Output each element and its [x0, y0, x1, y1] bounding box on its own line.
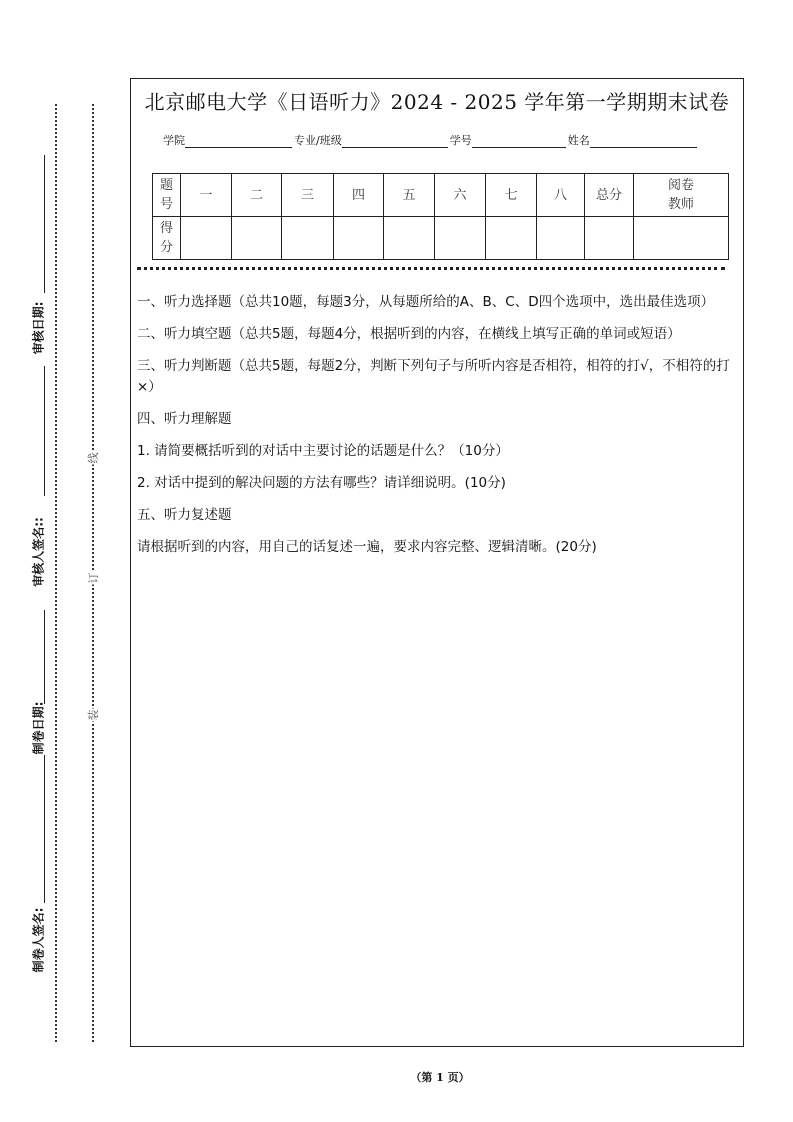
header-label-cell: 题 号 [153, 174, 181, 217]
exam-title: 北京邮电大学《日语听力》2024 - 2025 学年第一学期期末试卷 [144, 90, 730, 114]
major-class-field[interactable] [342, 134, 448, 148]
grader-header: 阅卷 教师 [634, 174, 729, 217]
score-cell[interactable] [384, 217, 435, 260]
section-2: 二、听力填空题（总共5题，每题4分，根据听到的内容，在横线上填写正确的单词或短语） [137, 326, 681, 342]
question-4-2: 2. 对话中提到的解决问题的方法有哪些？请详细说明。(10分) [137, 475, 506, 491]
review-date-label: 审核日期: [31, 301, 46, 355]
question-4-1: 1. 请简要概括听到的对话中主要讨论的话题是什么？（10分） [137, 443, 509, 459]
column-header: 二 [232, 174, 282, 217]
column-header: 五 [384, 174, 435, 217]
maker-date-line [44, 610, 45, 704]
question-5: 请根据听到的内容，用自己的话复述一遍，要求内容完整、逻辑清晰。(20分) [137, 539, 597, 555]
score-cell[interactable] [585, 217, 634, 260]
column-header: 七 [486, 174, 537, 217]
table-row-header [153, 174, 729, 217]
score-cell[interactable] [282, 217, 334, 260]
college-label: 学院 [163, 134, 185, 147]
student-id-label: 学号 [449, 134, 472, 147]
student-info-row [163, 132, 699, 148]
column-header: 三 [282, 174, 334, 217]
page-number: （第 1 页） [410, 1071, 470, 1084]
name-field[interactable] [590, 134, 697, 148]
name-label: 姓名 [567, 134, 590, 147]
score-cell[interactable] [181, 217, 232, 260]
section-5: 五、听力复述题 [137, 507, 232, 523]
column-header: 总分 [585, 174, 634, 217]
maker-date-label: 制卷日期: [31, 701, 46, 755]
grader-cell[interactable] [634, 217, 729, 260]
score-cell[interactable] [486, 217, 537, 260]
reviewer-sign-line [44, 366, 45, 496]
college-field[interactable] [185, 134, 292, 148]
score-cell[interactable] [537, 217, 585, 260]
reviewer-sign-label: 审核人签名:: [31, 517, 46, 587]
dotted-binding-line [55, 104, 57, 1042]
score-label-cell: 得 分 [153, 217, 181, 260]
section-1: 一、听力选择题（总共10题，每题3分，从每题所给的A、B、C、D四个选项中，选出最佳选项） [137, 294, 715, 310]
major-class-label: 专业/班级 [294, 134, 342, 147]
section-4: 四、听力理解题 [137, 411, 232, 427]
student-id-field[interactable] [472, 134, 566, 148]
column-header: 六 [435, 174, 486, 217]
section-3: 三、听力判断题（总共5题，每题2分，判断下列句子与所听内容是否相符，相符的打√，不相符的打×） [137, 358, 730, 395]
column-header: 四 [334, 174, 384, 217]
table-row-score [153, 217, 729, 260]
maker-sign-line [44, 755, 45, 903]
binding-mark-line: 线 [87, 452, 100, 464]
dotted-divider [137, 267, 725, 270]
score-cell[interactable] [334, 217, 384, 260]
score-table [152, 173, 729, 260]
binding-mark-staple: 订 [87, 572, 100, 584]
binding-mark-bind: 装 [87, 709, 100, 721]
review-date-line [44, 155, 45, 293]
score-cell[interactable] [435, 217, 486, 260]
column-header: 八 [537, 174, 585, 217]
maker-sign-label: 制卷人签名: [31, 907, 46, 973]
score-cell[interactable] [232, 217, 282, 260]
column-header: 一 [181, 174, 232, 217]
exam-body [137, 292, 742, 569]
